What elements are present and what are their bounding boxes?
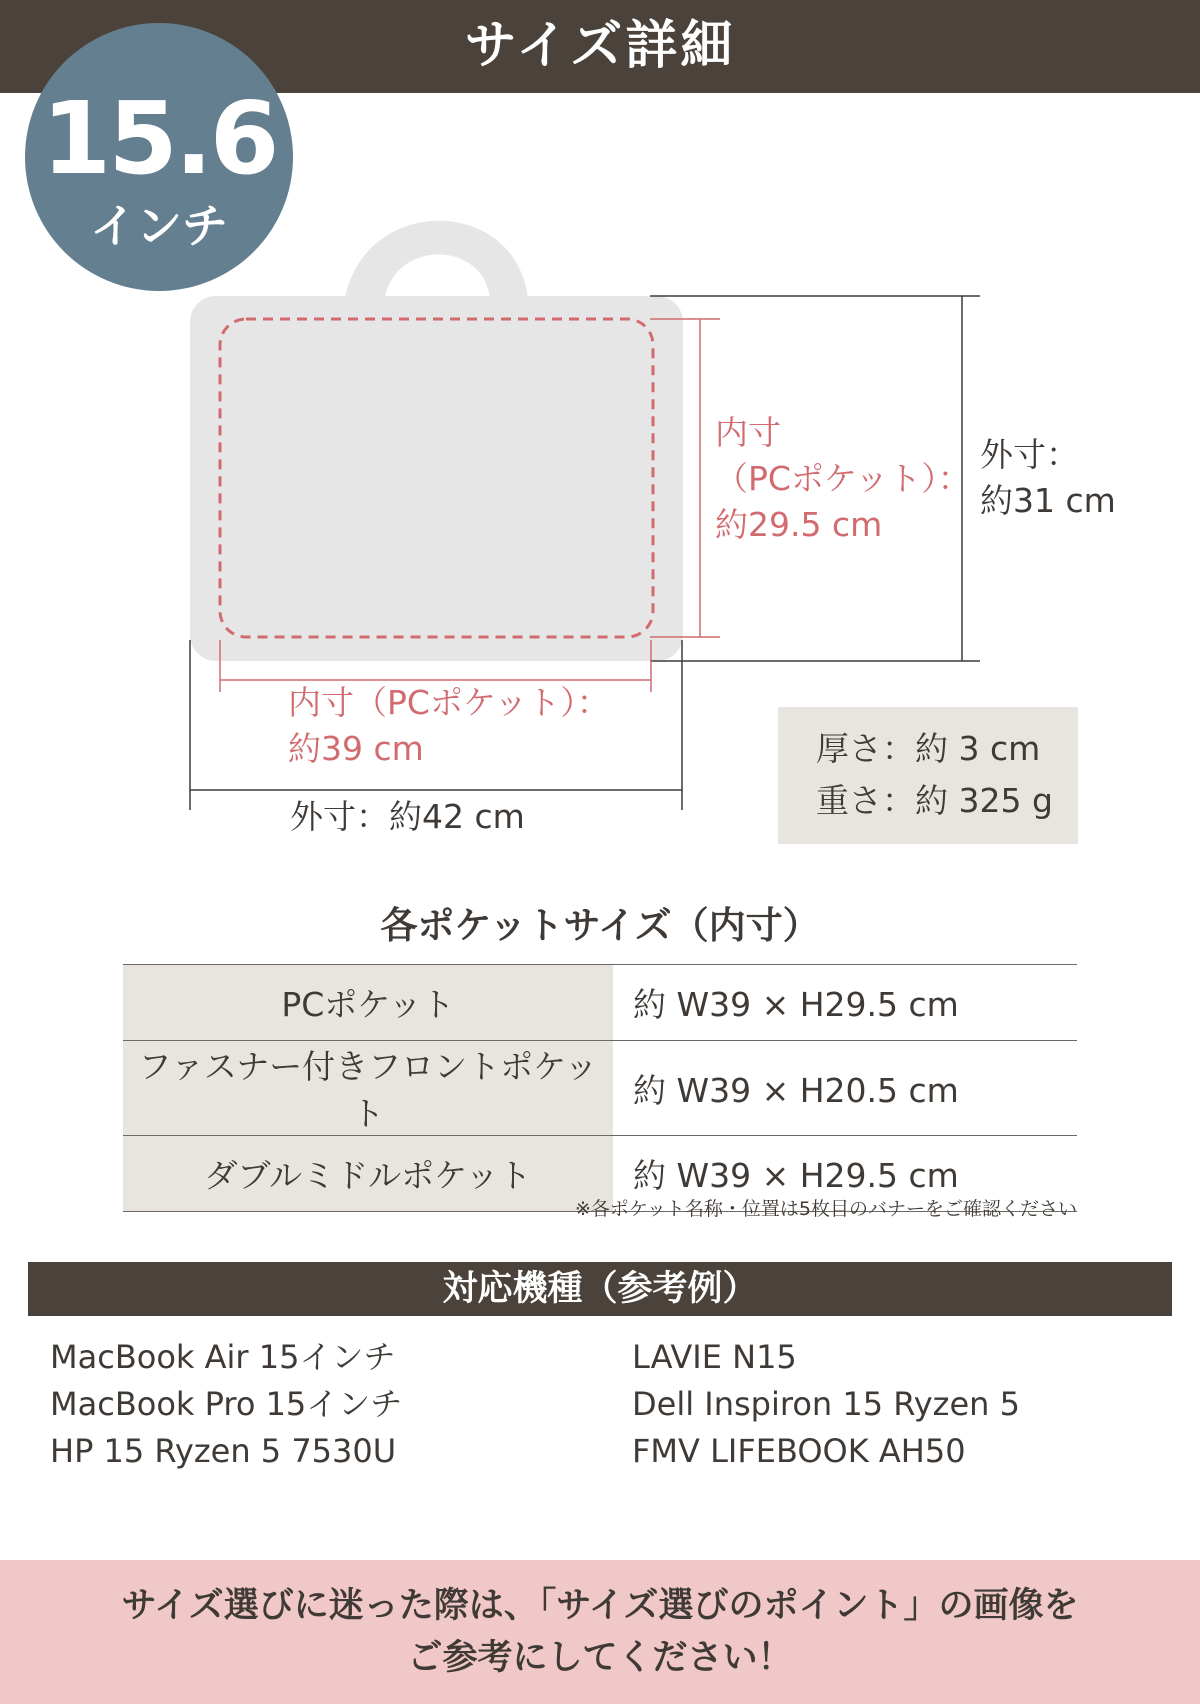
badge-unit: インチ (90, 199, 228, 253)
inner-height-label-1: 内寸 (715, 413, 781, 452)
page-title: サイズ詳細 (464, 16, 736, 76)
models-left-list (50, 1334, 402, 1475)
footer-banner (0, 1560, 1200, 1704)
pocket-size-table (123, 964, 1077, 1212)
pocket-name: ダブルミドルポケット (123, 1136, 613, 1212)
badge-size: 15.6 (41, 80, 277, 197)
pocket-size: 約 W39 × H29.5 cm (613, 1136, 1077, 1212)
inner-width-label (288, 680, 610, 772)
bag-body (190, 296, 683, 661)
list-item: FMV LIFEBOOK AH50 (632, 1432, 966, 1470)
weight-text: 重さ：約 325 g (816, 781, 1053, 820)
bag-illustration (190, 221, 683, 661)
outer-height-label (980, 432, 1116, 524)
models-right-list (632, 1334, 1020, 1475)
inner-height-label-2: （PCポケット）： (715, 459, 971, 498)
inner-width-label-1: 内寸（PCポケット）： (288, 683, 610, 722)
list-item: LAVIE N15 (632, 1338, 797, 1376)
pocket-name: PCポケット (123, 965, 613, 1041)
inner-height-value: 約29.5 cm (715, 505, 883, 544)
pocket-note: ※各ポケット名称・位置は5枚目のバナーをご確認ください (574, 1198, 1077, 1220)
list-item: HP 15 Ryzen 5 7530U (50, 1432, 397, 1470)
pocket-sizes-title: 各ポケットサイズ（内寸） (380, 904, 820, 947)
outer-height-label-1: 外寸： (980, 435, 1079, 474)
spec-box (778, 707, 1078, 844)
pocket-name: ファスナー付きフロントポケット (123, 1041, 613, 1136)
footer-line-2: ご参考にしてください！ (407, 1638, 793, 1678)
outer-height-value: 約31 cm (980, 481, 1116, 520)
thickness-text: 厚さ：約 3 cm (816, 729, 1041, 768)
table-row (123, 965, 1077, 1041)
pocket-size: 約 W39 × H29.5 cm (613, 965, 1077, 1041)
table-row (123, 1041, 1077, 1136)
pocket-size: 約 W39 × H20.5 cm (613, 1041, 1077, 1136)
models-title: 対応機種（参考例） (442, 1269, 758, 1309)
bag-handle (345, 221, 528, 298)
list-item: MacBook Air 15インチ (50, 1338, 396, 1376)
outer-width-label: 外寸：約42 cm (290, 797, 525, 836)
footer-line-1: サイズ選びに迷った際は、「サイズ選びのポイント」の画像を (121, 1586, 1079, 1626)
inner-height-label (715, 410, 971, 548)
list-item: Dell Inspiron 15 Ryzen 5 (632, 1385, 1020, 1423)
list-item: MacBook Pro 15インチ (50, 1385, 403, 1423)
inner-width-value: 約39 cm (288, 729, 424, 768)
